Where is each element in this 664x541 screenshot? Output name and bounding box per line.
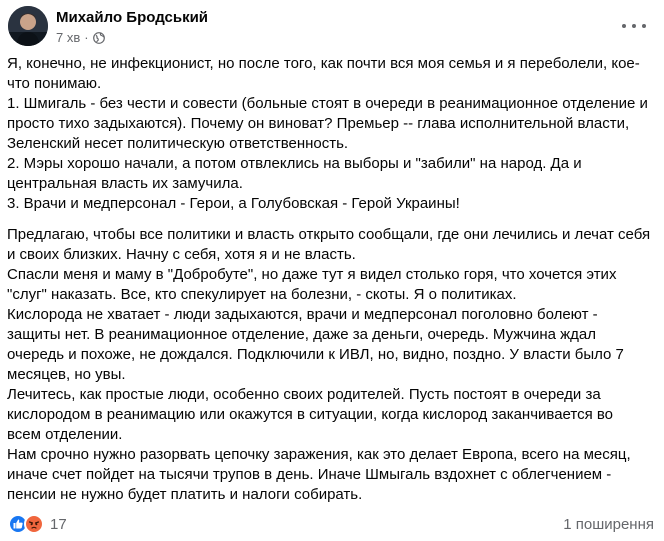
text-line: просто тихо задыхаются). Почему он виноват? Премьер -- глава исполнительной власти, bbox=[7, 115, 630, 132]
shares-count[interactable]: 1 поширення bbox=[563, 515, 654, 533]
more-options-icon[interactable] bbox=[622, 18, 646, 34]
text-line: Кислорода не хватает - люди задыхаются, врачи и медперсонал поголовно болеют - bbox=[7, 306, 598, 323]
text-line: пенсии не нужно будет платить и налоги собирать. bbox=[7, 486, 363, 503]
text-line: всем отделении. bbox=[7, 426, 123, 443]
more-dot bbox=[642, 24, 646, 28]
text-line: кислородом в реанимацию или окажутся в ситуации, когда кислород заканчивается во bbox=[7, 406, 614, 423]
reaction-count: 17 bbox=[50, 515, 67, 533]
thumbs-up-glyph bbox=[12, 518, 24, 530]
paragraph-1 bbox=[7, 54, 663, 214]
text-line: и своих близких. Начну с себя, хотя я и не власть. bbox=[7, 246, 356, 263]
post-time[interactable]: 7 хв bbox=[56, 30, 81, 45]
text-line: 2. Мэры хорошо начали, а потом отвлеклись на выборы и "забили" на народ. Да и bbox=[7, 155, 582, 172]
avatar-image bbox=[8, 6, 48, 46]
text-line: центральная власть их замучила. bbox=[7, 175, 243, 192]
text-line: 1. Шмигаль - без чести и совести (больные стоят в очереди в реанимационное отделение и bbox=[7, 95, 648, 112]
text-line: что понимаю. bbox=[7, 75, 102, 92]
text-line: Я, конечно, не инфекционист, но после того, как почти вся моя семья и я переболели, кое- bbox=[7, 55, 640, 72]
text-line: Спасли меня и маму в "Добробуте", но даже тут я видел столько горя, что хочется этих bbox=[7, 266, 617, 283]
text-line: Предлагаю, чтобы все политики и власть открыто сообщали, где они лечились и лечат себя bbox=[7, 226, 651, 243]
author-name[interactable]: Михайло Бродський bbox=[56, 9, 209, 26]
post-footer bbox=[8, 512, 654, 536]
post-text bbox=[7, 54, 663, 516]
text-line: Нам срочно нужно разорвать цепочку заражения, как это делает Европа, всего на месяц, bbox=[7, 446, 631, 463]
reactions-summary[interactable] bbox=[8, 514, 67, 534]
text-line: защиты нет. В реанимационное отделение, даже за деньги, очередь. Мужчина ждал bbox=[7, 326, 596, 343]
post-meta bbox=[56, 29, 208, 46]
text-line: месяцев, но увы. bbox=[7, 366, 126, 383]
text-line: Зеленский несет политическую ответственность. bbox=[7, 135, 349, 152]
text-line: очередь и похоже, не дождался. Подключили к ИВЛ, но, видно, поздно. У власти было 7 bbox=[7, 346, 624, 363]
paragraph-2 bbox=[7, 225, 663, 505]
post-header bbox=[8, 6, 656, 50]
globe-icon[interactable] bbox=[93, 32, 105, 44]
angry-icon bbox=[24, 514, 44, 534]
text-line: иначе счет пойдет на тысячи трупов в день. Иначе Шмыгаль вздохнет с облегчением - bbox=[7, 466, 612, 483]
more-dot bbox=[622, 24, 626, 28]
text-line: "слуг" наказать. Все, кто спекулирует на болезни, - скоты. Я о политиках. bbox=[7, 286, 517, 303]
more-dot bbox=[632, 24, 636, 28]
text-line: Лечитесь, как простые люди, особенно своих родителей. Пусть постоят в очереди за bbox=[7, 386, 601, 403]
angry-face-glyph bbox=[26, 516, 42, 532]
author-avatar[interactable] bbox=[8, 6, 48, 46]
meta-separator: · bbox=[84, 30, 89, 45]
text-line: 3. Врачи и медперсонал - Герои, а Голубовская - Герой Украины! bbox=[7, 195, 460, 212]
author-block bbox=[56, 6, 208, 46]
